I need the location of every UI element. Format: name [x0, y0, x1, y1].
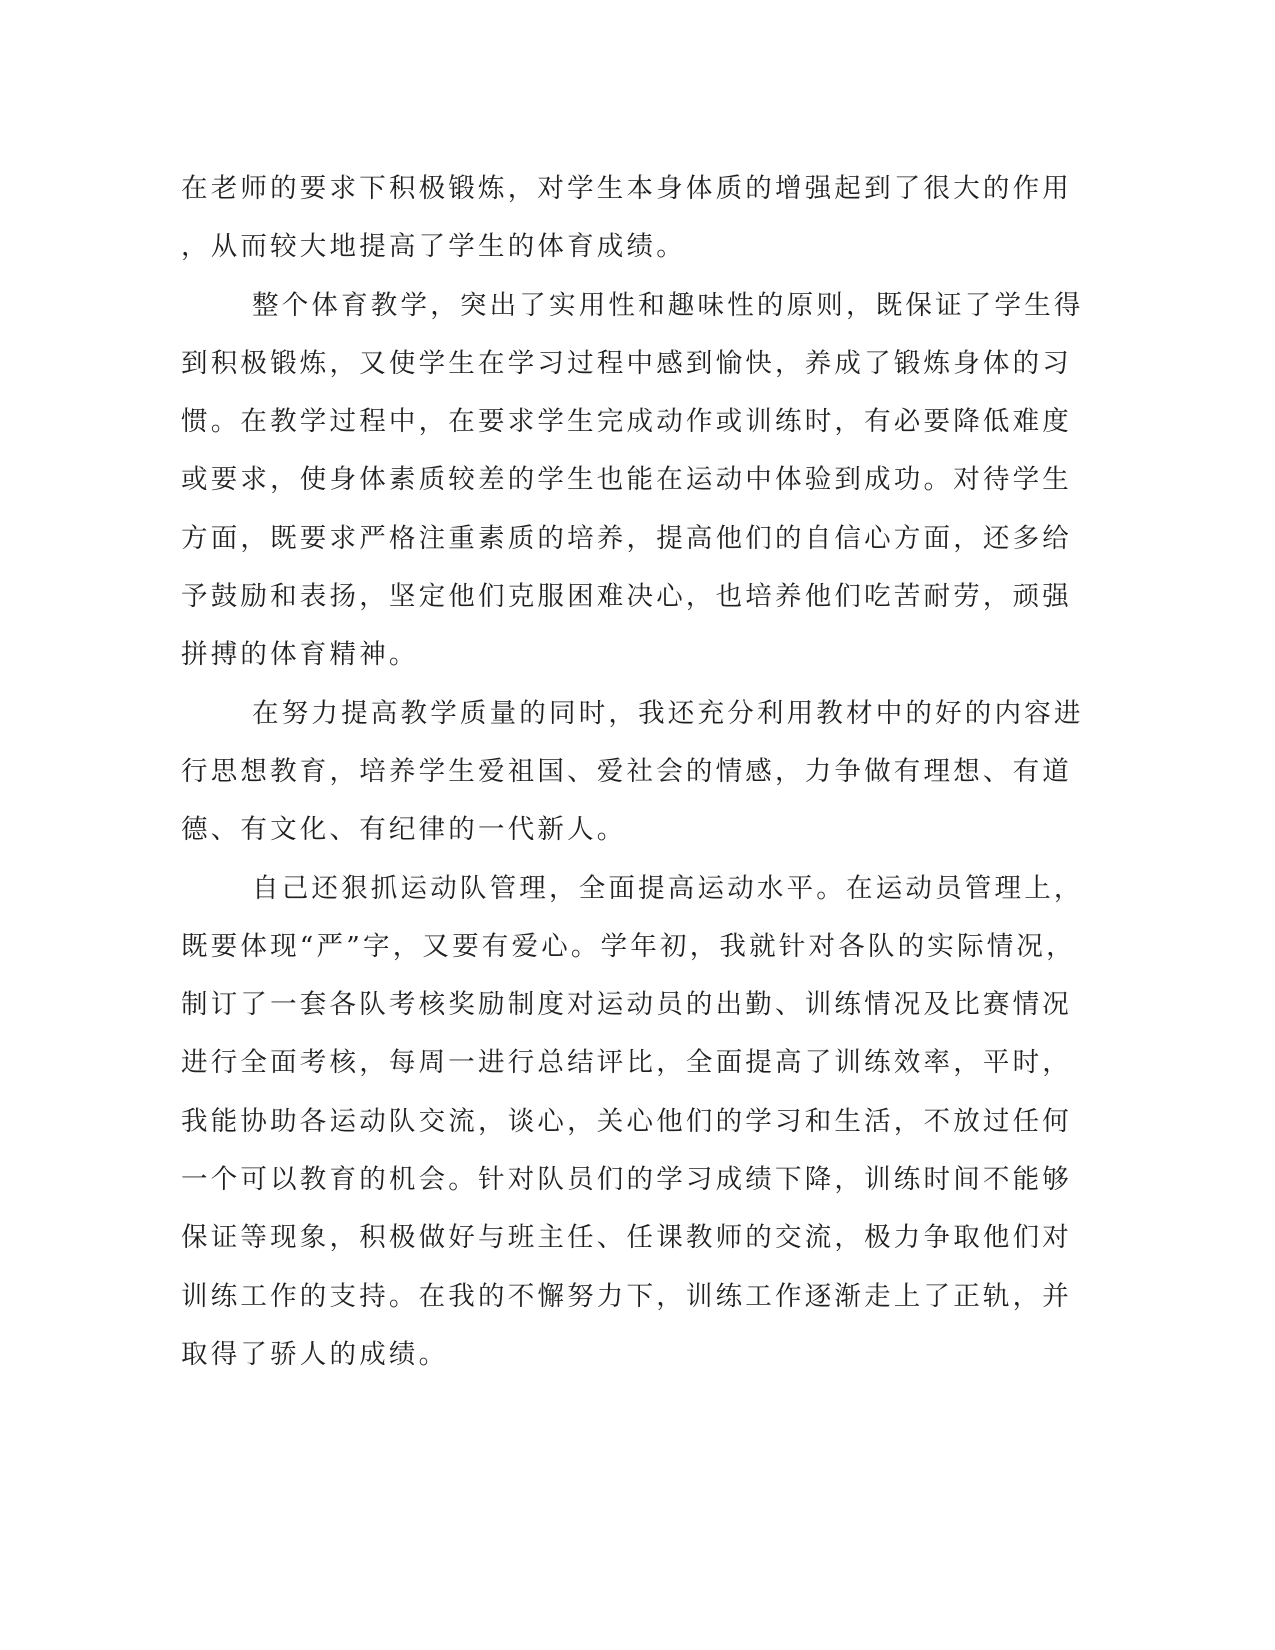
text-line: 保证等现象，积极做好与班主任、任课教师的交流，极力争取他们对: [181, 1222, 1072, 1254]
paragraph-start-line: 整个体育教学，突出了实用性和趣味性的原则，既保证了学生得: [252, 289, 1084, 321]
text-line: 我能协助各运动队交流，谈心，关心他们的学习和生活，不放过任何: [181, 1105, 1072, 1137]
text-line: 到积极锻炼，又使学生在学习过程中感到愉快，养成了锻炼身体的习: [181, 347, 1072, 379]
text-line: 德、有文化、有纪律的一代新人。: [181, 814, 627, 846]
paragraph-start-line: 自己还狠抓运动队管理，全面提高运动水平。在运动员管理上，: [252, 872, 1084, 904]
text-line: 拼搏的体育精神。: [181, 639, 419, 671]
text-line: 取得了骄人的成绩。: [181, 1338, 449, 1370]
text-line: 训练工作的支持。在我的不懈努力下，训练工作逐渐走上了正轨，并: [181, 1280, 1072, 1312]
text-line: 既要体现“严”字，又要有爱心。学年初，我就针对各队的实际情况，: [181, 930, 1076, 962]
text-line: 进行全面考核，每周一进行总结评比，全面提高了训练效率，平时，: [181, 1047, 1072, 1079]
text-line: 制订了一套各队考核奖励制度对运动员的出勤、训练情况及比赛情况: [181, 989, 1072, 1021]
paragraph-start-line: 在努力提高教学质量的同时，我还充分利用教材中的好的内容进: [252, 697, 1084, 729]
text-line: 惯。在教学过程中，在要求学生完成动作或训练时，有必要降低难度: [181, 406, 1072, 438]
text-line: 行思想教育，培养学生爱祖国、爱社会的情感，力争做有理想、有道: [181, 755, 1072, 787]
text-line: 或要求，使身体素质较差的学生也能在运动中体验到成功。对待学生: [181, 464, 1072, 496]
text-line: 予鼓励和表扬，坚定他们克服困难决心，也培养他们吃苦耐劳，顽强: [181, 581, 1072, 613]
text-line: ，从而较大地提高了学生的体育成绩。: [181, 231, 686, 263]
text-line: 在老师的要求下积极锻炼，对学生本身体质的增强起到了很大的作用: [181, 173, 1072, 204]
document-body: [181, 160, 1084, 1384]
text-line: 方面，既要求严格注重素质的培养，提高他们的自信心方面，还多给: [181, 522, 1072, 554]
text-line: 一个可以教育的机会。针对队员们的学习成绩下降，训练时间不能够: [181, 1164, 1072, 1196]
